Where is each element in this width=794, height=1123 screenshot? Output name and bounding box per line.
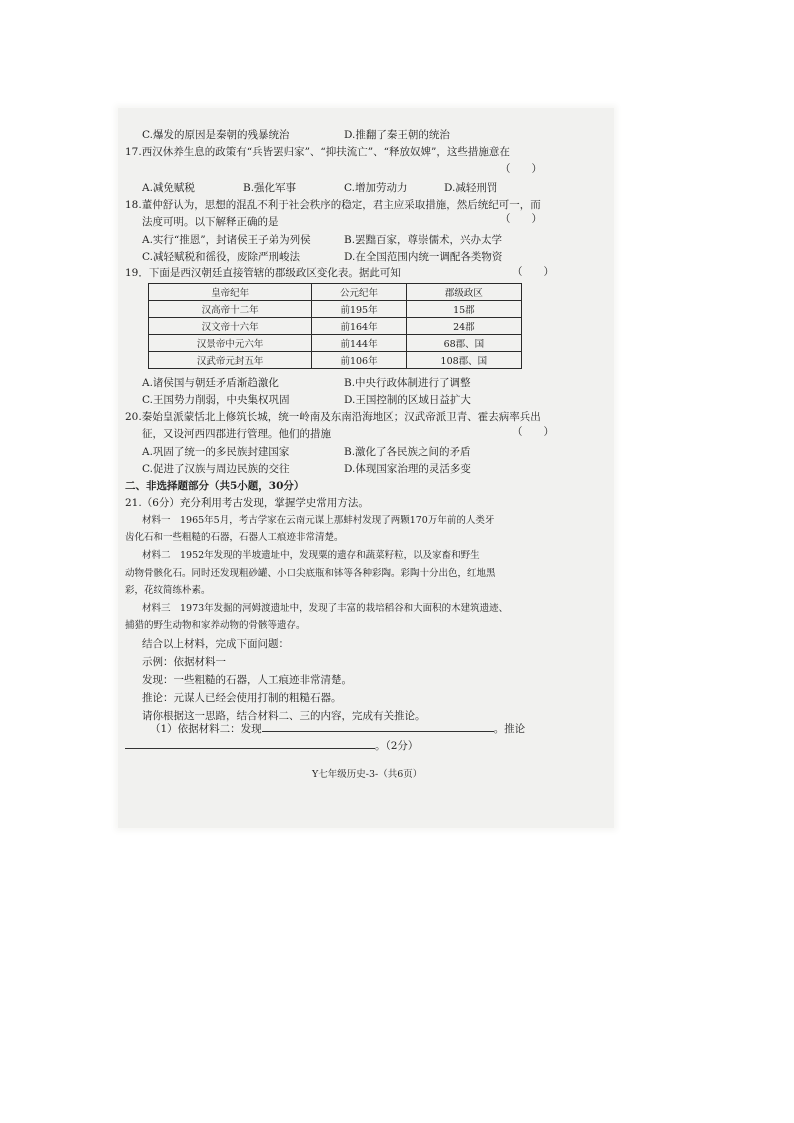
table-cell: 24郡	[406, 318, 521, 335]
q17-option-d: D.减轻刑罚	[444, 182, 498, 194]
q16-option-c: C.爆发的原因是秦朝的残暴统治	[142, 129, 290, 141]
q19-option-d: D.王国控制的区域日益扩大	[344, 394, 471, 406]
q18-answer-paren: （ ）	[500, 213, 542, 225]
table-cell: 汉文帝十六年	[149, 318, 312, 335]
q21-material1-line2: 齿化石和一些粗糙的石器，石器人工痕迹非常清楚。	[125, 532, 344, 543]
q18-option-d: D.在全国范围内统一调配各类物资	[344, 251, 503, 263]
q20-option-a: A.巩固了统一的多民族封建国家	[142, 446, 290, 458]
q19-answer-paren: （ ）	[512, 266, 554, 278]
q21-example-finding: 发现：一些粗糙的石器，人工痕迹非常清楚。	[142, 674, 352, 686]
table-header: 公元纪年	[312, 284, 406, 301]
q17-option-c: C.增加劳动力	[344, 182, 408, 194]
q20-option-c: C.促进了汉族与周边民族的交往	[142, 463, 290, 475]
table-cell: 68郡、国	[406, 335, 521, 352]
table-row	[149, 352, 522, 369]
table-cell: 前164年	[312, 318, 406, 335]
q18-stem-line2: 法度可明。以下解释正确的是	[142, 216, 279, 228]
table-cell: 前106年	[312, 352, 406, 369]
table-cell: 汉高帝十二年	[149, 301, 312, 318]
q21-example-inference: 推论：元谋人已经会使用打制的粗糙石器。	[142, 692, 342, 704]
q21-material3-line2: 捕猎的野生动物和家养动物的骨骸等遗存。	[125, 620, 306, 631]
table-header-row	[149, 284, 522, 301]
q17-stem: 17.西汉休养生息的政策有“兵皆罢归家”、“抑扶流亡”、“释放奴婢”，这些措施意在	[125, 146, 510, 158]
q18-option-c: C.减轻赋税和徭役，废除严刑峻法	[142, 251, 300, 263]
q21-sub1-suffix: 。（2分）	[375, 740, 419, 752]
q20-option-d: D.体现国家治理的灵活多变	[344, 463, 471, 475]
q21-task: 请你根据这一思路，结合材料二、三的内容，完成有关推论。	[142, 710, 426, 722]
q21-sub1-mid: 。推论	[493, 723, 526, 735]
q21-example-label: 示例：依据材料一	[142, 656, 226, 668]
prefecture-table	[148, 283, 522, 369]
table-cell: 108郡、国	[406, 352, 521, 369]
q20-option-b: B.激化了各民族之间的矛盾	[344, 446, 471, 458]
q21-material2-line2: 动物骨骸化石。同时还发现粗砂罐、小口尖底瓶和钵等各种彩陶。彩陶十分出色，红地黑	[125, 568, 496, 579]
q19-option-b: B.中央行政体制进行了调整	[344, 377, 471, 389]
table-cell: 前144年	[312, 335, 406, 352]
q21-material1-line1: 材料一 1965年5月，考古学家在云南元谋上那蚌村发现了两颗170万年前的人类牙	[142, 515, 495, 526]
table-cell: 15郡	[406, 301, 521, 318]
q16-option-d: D.推翻了秦王朝的统治	[344, 129, 450, 141]
inference-answer-blank[interactable]	[125, 737, 375, 749]
q17-option-b: B.强化军事	[243, 182, 297, 194]
q21-material3-line1: 材料三 1973年发掘的河姆渡遗址中，发现了丰富的栽培稻谷和大面积的木建筑遗迹、	[142, 603, 509, 614]
section-two-heading: 二、非选择题部分（共5小题，30分）	[125, 480, 305, 492]
table-row	[149, 318, 522, 335]
page-footer: Y七年级历史-3-（共6页）	[312, 769, 423, 780]
q19-option-c: C.王国势力削弱，中央集权巩固	[142, 394, 290, 406]
q21-subquestion-1-cont	[125, 737, 418, 753]
q21-stem: 21.（6分）充分利用考古发现，掌握学史常用方法。	[125, 497, 369, 509]
q21-subquestion-1	[150, 720, 525, 736]
q21-instruction: 结合以上材料，完成下面问题：	[142, 638, 289, 650]
q20-stem-line1: 20.秦始皇派蒙恬北上修筑长城，统一岭南及东南沿海地区；汉武帝派卫青、霍去病率兵出	[125, 411, 541, 423]
table-header: 皇帝纪年	[149, 284, 312, 301]
table-row	[149, 335, 522, 352]
q18-stem-line1: 18.董仲舒认为，思想的混乱不利于社会秩序的稳定，君主应采取措施，然后统纪可一，而	[125, 199, 541, 211]
table-header: 郡级政区	[406, 284, 521, 301]
q17-option-a: A.减免赋税	[142, 182, 195, 194]
q17-answer-paren: （ ）	[500, 163, 542, 175]
table-cell: 汉景帝中元六年	[149, 335, 312, 352]
table-cell: 前195年	[312, 301, 406, 318]
q18-option-a: A.实行“推恩”，封诸侯王子弟为列侯	[142, 234, 311, 246]
table-row	[149, 301, 522, 318]
finding-answer-blank[interactable]	[262, 720, 494, 732]
q20-stem-line2: 征，又设河西四郡进行管理。他们的措施	[142, 428, 331, 440]
q18-option-b: B.罢黜百家，尊崇儒术，兴办太学	[344, 234, 503, 246]
q19-option-a: A.诸侯国与朝廷矛盾渐趋激化	[142, 377, 279, 389]
q21-material2-line1: 材料二 1952年发现的半坡遗址中，发现粟的遗存和蔬菜籽粒，以及家畜和野生	[142, 550, 480, 561]
q20-answer-paren: （ ）	[512, 426, 554, 438]
table-cell: 汉武帝元封五年	[149, 352, 312, 369]
q19-stem: 19．下面是西汉朝廷直接管辖的郡级政区变化表。据此可知	[125, 267, 401, 279]
q21-sub1-prefix: （1）依据材料二：发现	[150, 723, 262, 735]
q21-material2-line3: 彩，花纹简练朴素。	[125, 585, 211, 596]
